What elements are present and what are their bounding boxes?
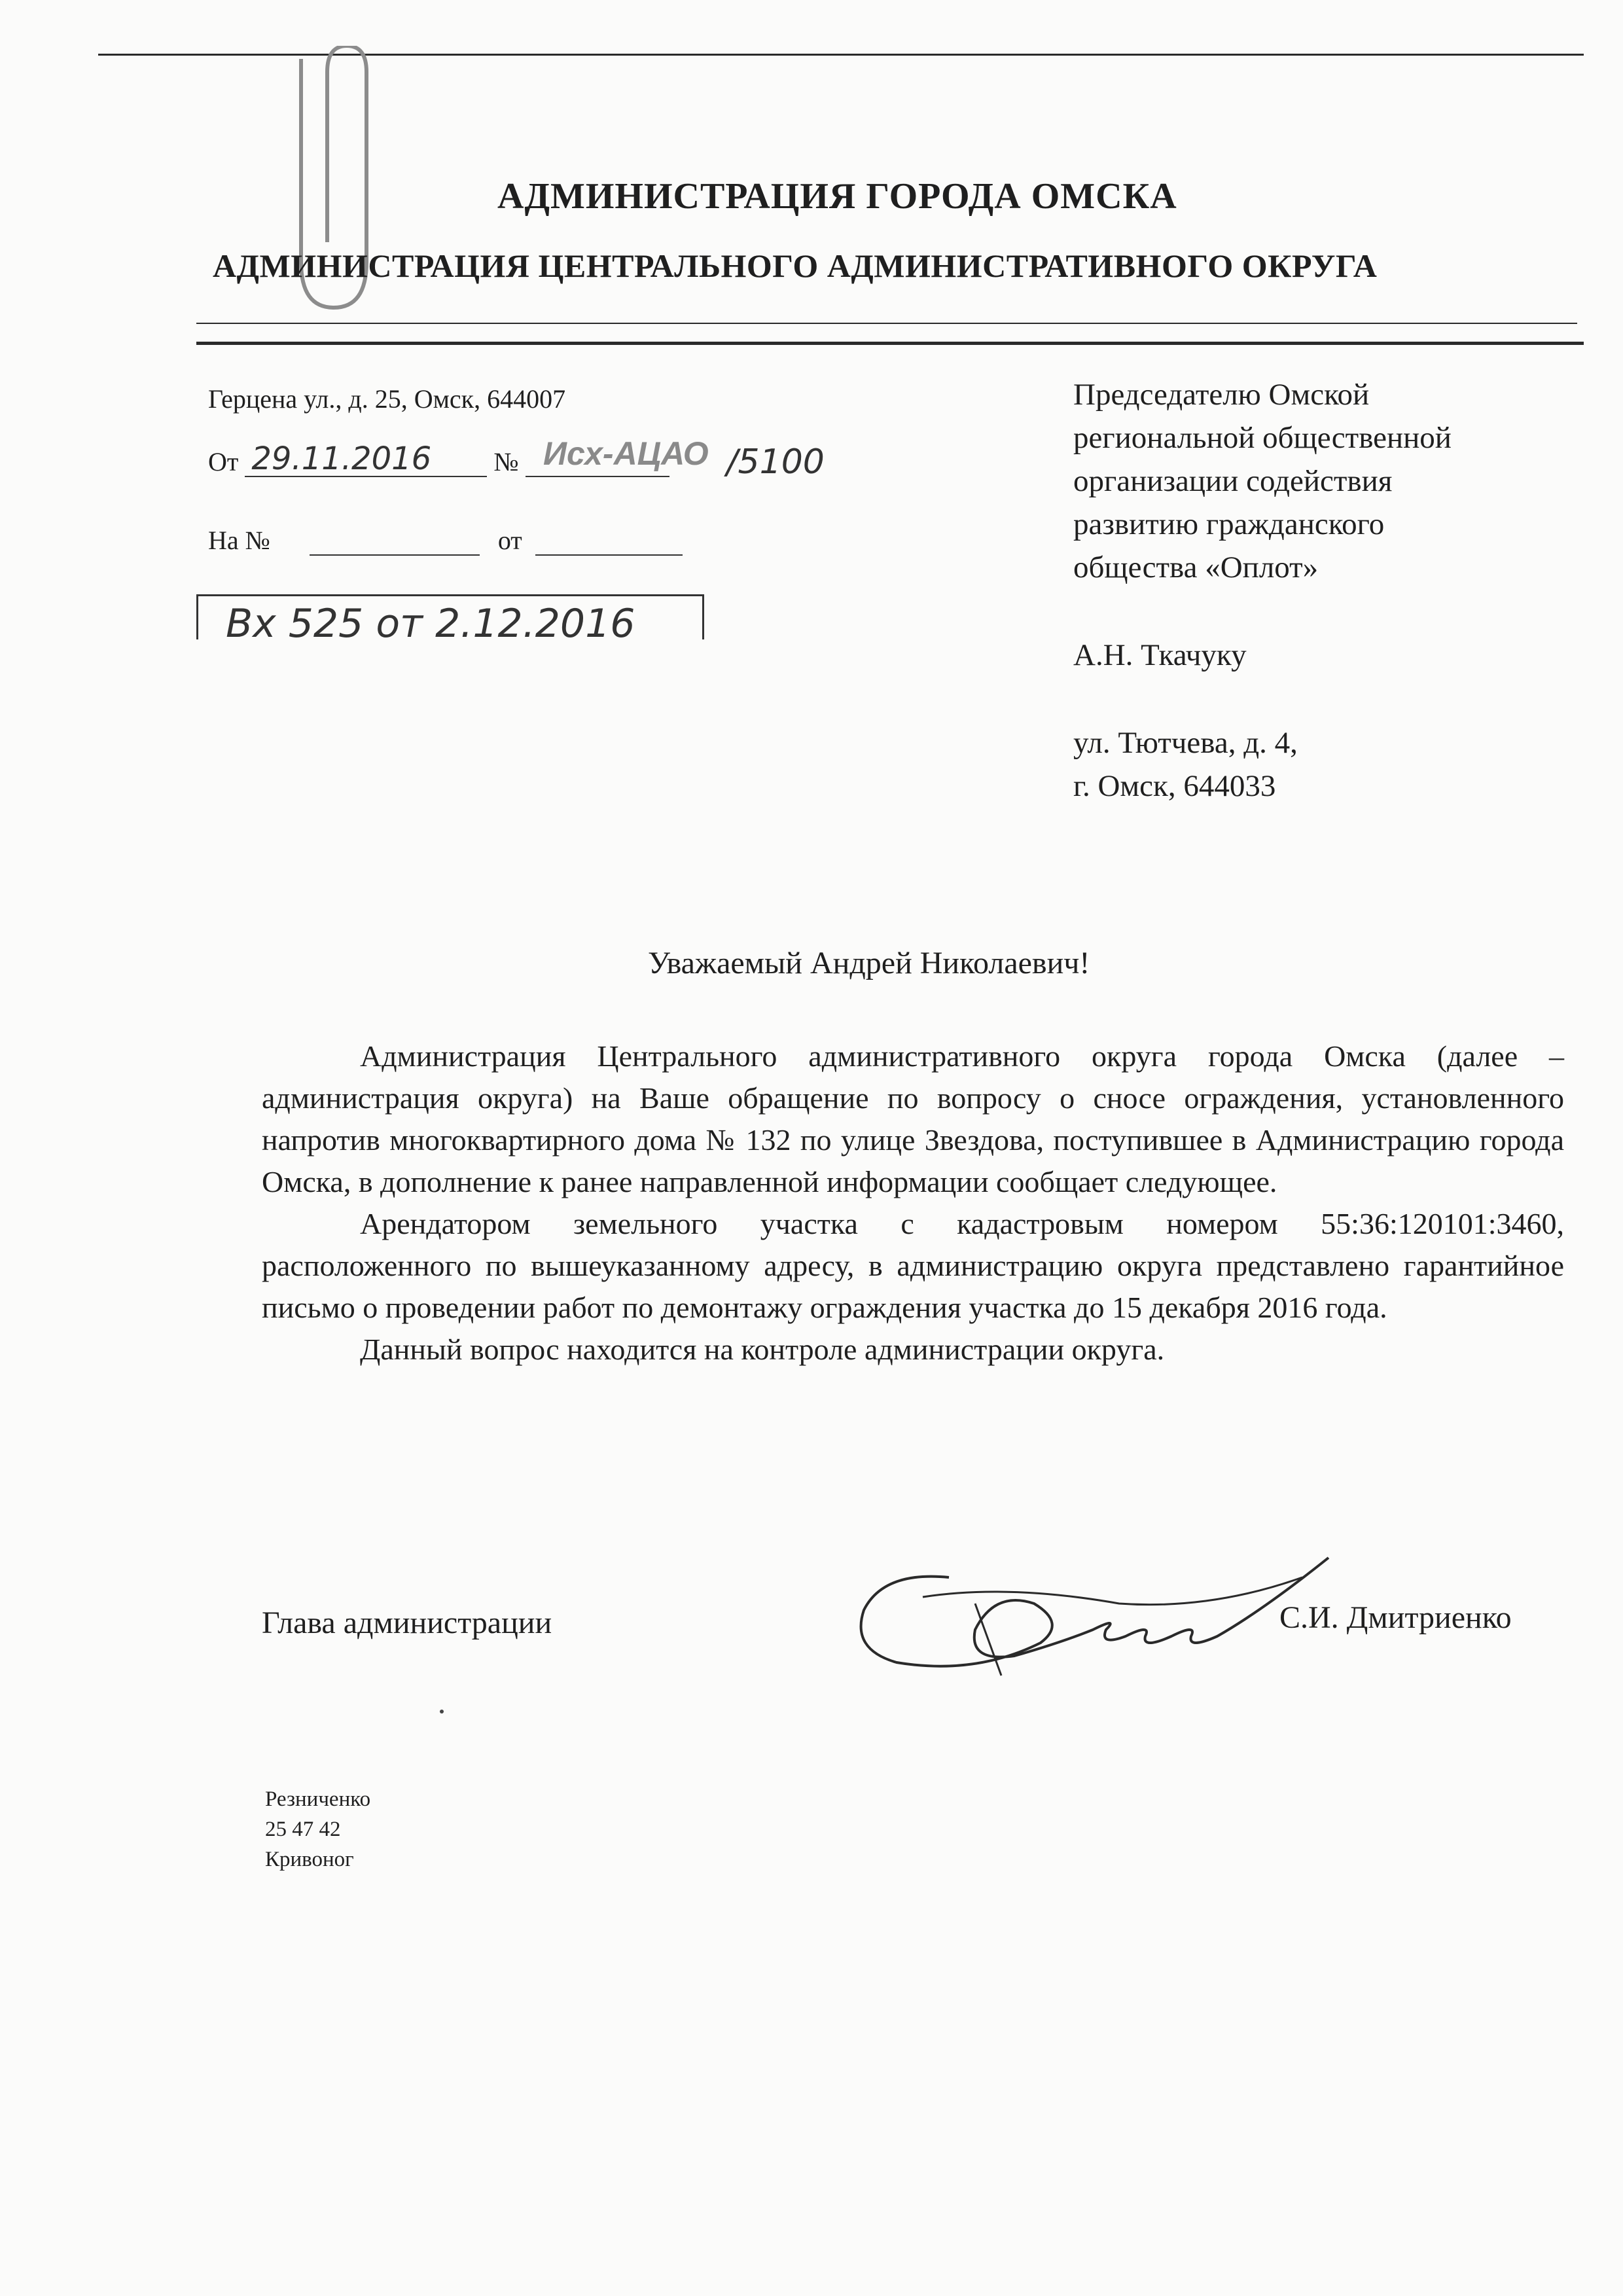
signatory-position: Глава администрации <box>262 1605 552 1640</box>
outgoing-number-stamp: Исх-АЦАО <box>543 435 709 472</box>
letter-paragraph: Арендатором земельного участка с кадастровым номером 55:36:120101:3460, расположенного по вышеуказанному адресу, в администрацию округа представлено гарантийное письмо о проведении работ по демонтажу ограждения участка до 15 декабря 2016 года. <box>262 1207 1564 1324</box>
header-rule-thin <box>196 323 1577 324</box>
ref-from-label: от <box>497 526 522 555</box>
outgoing-number-handwritten: /5100 <box>726 442 825 482</box>
executor-extra: Кривоног <box>265 1848 354 1871</box>
executor-phone: 25 47 42 <box>265 1818 341 1841</box>
salutation: Уважаемый Андрей Николаевич! <box>648 946 1090 980</box>
recipient-line: региональной общественной <box>1073 421 1452 455</box>
page-subtitle: АДМИНИСТРАЦИЯ ЦЕНТРАЛЬНОГО АДМИНИСТРАТИВНОГО ОКРУГА <box>213 247 1378 284</box>
page-title: АДМИНИСТРАЦИЯ ГОРОДА ОМСКА <box>497 176 1177 217</box>
executor-name: Резниченко <box>265 1787 371 1811</box>
incoming-stamp-handwritten: Вх 525 от 2.12.2016 <box>226 601 635 647</box>
recipient-city: г. Омск, 644033 <box>1073 769 1276 803</box>
header-rule-thick <box>196 342 1584 345</box>
reference-line <box>208 525 683 556</box>
executor-block <box>265 1784 370 1874</box>
recipient-line: общества «Оплот» <box>1073 550 1319 584</box>
scan-dot <box>440 1710 444 1713</box>
letter-paragraph: Администрация Центрального административного округа города Омска (далее – администрация округа) на Ваше обращение по вопросу о сносе ограждения, установленного напротив многоквартирного дома № 132 по улице Звездова, поступившее в Администрацию города Омска, в дополнение к ранее направленной информации сообщает следующее. <box>262 1039 1564 1198</box>
from-date-handwritten: 29.11.2016 <box>251 440 432 477</box>
paper-clip-icon <box>262 46 386 334</box>
ref-date-field <box>535 528 683 556</box>
ref-label: На № <box>208 526 270 555</box>
letter-body <box>262 1035 1564 1371</box>
sender-address: Герцена ул., д. 25, Омск, 644007 <box>208 384 566 414</box>
recipient-line: развитию гражданского <box>1073 507 1385 541</box>
ref-number-field <box>310 528 480 556</box>
handwritten-signature <box>844 1532 1348 1695</box>
from-label: От <box>208 447 239 476</box>
signatory-name: С.И. Дмитриенко <box>1279 1600 1512 1635</box>
recipient-address: ул. Тютчева, д. 4, <box>1073 726 1298 760</box>
number-label: № <box>493 447 519 476</box>
recipient-name: А.Н. Ткачуку <box>1073 638 1247 672</box>
letter-paragraph: Данный вопрос находится на контроле администрации округа. <box>360 1333 1165 1366</box>
from-date-field <box>245 440 487 477</box>
recipient-line: организации содействия <box>1073 464 1393 498</box>
recipient-block <box>1073 373 1571 808</box>
recipient-line: Председателю Омской <box>1073 378 1370 412</box>
